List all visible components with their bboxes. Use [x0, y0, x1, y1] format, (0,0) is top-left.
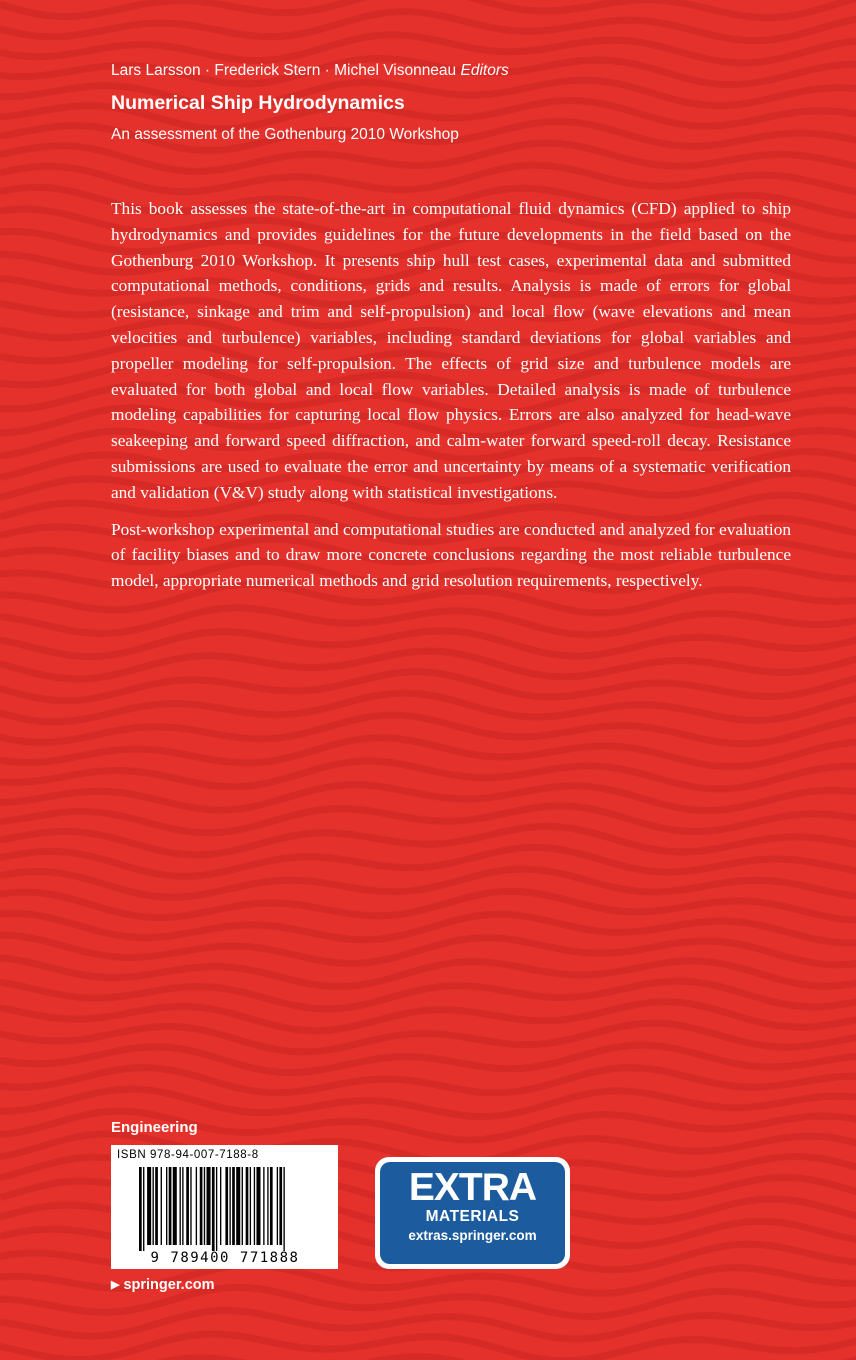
editors-role: Editors	[460, 62, 509, 79]
barcode-bar	[186, 1167, 189, 1245]
extra-materials-badge[interactable]	[375, 1157, 570, 1269]
badge-extra-text: EXTRA	[408, 1166, 537, 1209]
barcode-bar	[190, 1167, 191, 1245]
barcode-bar	[155, 1167, 158, 1245]
barcode-bar	[200, 1167, 203, 1245]
book-subtitle: An assessment of the Gothenburg 2010 Workshop	[111, 126, 459, 143]
barcode-bar	[153, 1167, 154, 1245]
barcode-bar	[225, 1167, 228, 1245]
barcode-bar	[166, 1167, 167, 1245]
barcode-bar	[232, 1167, 235, 1245]
barcode-bar	[270, 1167, 273, 1245]
wave-line	[0, 143, 856, 171]
wave-line	[0, 869, 856, 897]
badge-materials-text: MATERIALS	[425, 1208, 520, 1225]
description-paragraph-1: This book assesses the state-of-the-art in computational fluid dynamics (CFD) applied to ship hydrodynamics and provides guidelines for the future developments in the field based on the Gothenburg 2010 Workshop. It presents ship hull test cases, experimental data and submitted computational methods, conditions, grids and results. Analysis is made of errors for global (resistance, sinkage and trim and self-propulsion) and local flow (wave elevations and mean velocities and turbulence) variables, including standard deviations for global variables and propeller modeling for self-propulsion. The effects of grid size and turbulence models are evaluated for both global and local flow variables. Detailed analysis is made of turbulence modeling capabilities for capturing local flow physics. Errors are also analyzed for head-wave seakeeping and forward speed diffraction, and calm-water forward speed-roll decay. Resistance submissions are used to evaluate the error and uncertainty by means of a systematic verification and validation (V&V) study along with statistical investigations.	[111, 199, 791, 502]
isbn-barcode	[111, 1145, 338, 1269]
barcode-bar	[196, 1167, 197, 1245]
wave-line	[0, 958, 856, 987]
barcode-bar	[256, 1167, 260, 1245]
barcode-bar	[173, 1167, 177, 1245]
barcode-bar	[147, 1167, 151, 1245]
book-description	[111, 196, 791, 605]
barcode-bar	[246, 1167, 249, 1245]
wave-line	[0, 165, 856, 192]
description-paragraph-2: Post-workshop experimental and computational studies are conducted and analyzed for evaluation of facility biases and to draw more concrete conclusions regarding the most reliable turbulence model, appropriate numerical methods and grid resolution requirements, respectively.	[111, 519, 791, 591]
barcode-graphic	[111, 1145, 338, 1269]
wave-line	[0, 1357, 856, 1360]
barcode-bar	[207, 1167, 211, 1245]
barcode-bar	[161, 1167, 162, 1245]
barcode-bar	[216, 1167, 217, 1251]
book-title: Numerical Ship Hydrodynamics	[111, 92, 405, 114]
barcode-bar	[263, 1167, 264, 1245]
editors-names: Lars Larsson · Frederick Stern · Michel Visonneau	[111, 62, 457, 79]
barcode-bar	[143, 1167, 144, 1251]
extra-materials-badge-inner	[380, 1162, 565, 1264]
wave-line	[0, 891, 856, 920]
barcode-bar	[139, 1167, 142, 1251]
publisher-url: springer.com	[123, 1277, 215, 1293]
barcode-bar	[180, 1167, 181, 1245]
barcode-bar	[204, 1167, 205, 1245]
wave-line	[0, 981, 856, 1009]
barcode-bar	[169, 1167, 172, 1245]
publisher-link[interactable]	[111, 1277, 215, 1293]
wave-line	[0, 1002, 856, 1031]
badge-url-text: extras.springer.com	[408, 1228, 537, 1243]
barcode-bar	[277, 1167, 278, 1245]
barcode-bar	[182, 1167, 183, 1245]
barcode-bar	[242, 1167, 243, 1245]
barcode-bar	[279, 1167, 282, 1245]
barcode-bar	[212, 1167, 215, 1251]
triangle-arrow-icon: ▶	[111, 1279, 120, 1291]
barcode-bar	[229, 1167, 230, 1245]
barcode-bar	[220, 1167, 221, 1245]
barcode-bar	[267, 1167, 268, 1245]
barcode-bar	[283, 1167, 284, 1251]
editors-line	[111, 62, 509, 80]
barcode-bar	[236, 1167, 240, 1245]
isbn-label: ISBN 978-94-007-7188-8	[117, 1149, 259, 1161]
barcode-digits: 9 789400 771888	[150, 1250, 300, 1266]
barcode-bar	[254, 1167, 255, 1245]
subject-category: Engineering	[111, 1119, 198, 1136]
wave-line	[0, 848, 856, 877]
barcode-bar	[250, 1167, 251, 1245]
